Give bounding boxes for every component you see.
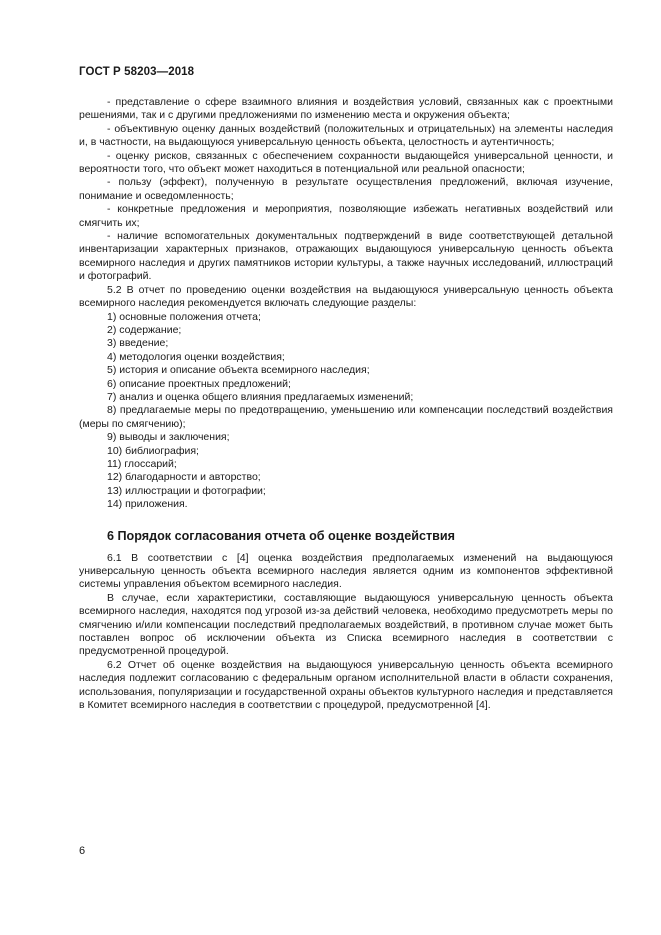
report-sections-list [79,311,613,512]
list-item: 9) выводы и заключения; [107,431,230,444]
list-item: 11) глоссарий; [107,457,177,470]
bullet-item: - оценку рисков, связанных с обеспечением сохранности выдающейся универсальной ценности, и вероятности того, что объект может находиться в потенциальной или реальной опасности; [79,149,613,176]
section-6-heading: 6 Порядок согласования отчета об оценке воздействия [107,528,456,543]
list-item: 4) методология оценки воздействия; [107,350,285,363]
bullet-item: - наличие вспомогательных документальных подтверждений в виде соответствующей детальной инвентаризации характерных признаков, отражающих выдающуюся универсальную ценность объекта всемирного наследия и других памятников истории культуры, а также научных исследований, иллюстраций и фотографий. [79,230,613,283]
page-number: 6 [79,845,86,857]
list-item: 13) иллюстрации и фотографии; [107,484,266,497]
list-item: 1) основные положения отчета; [107,310,261,323]
list-item: 14) приложения. [107,498,188,511]
list-item: 2) содержание; [107,323,182,336]
list-item: 7) анализ и оценка общего влияния предлагаемых изменений; [107,390,414,403]
clause-6-2: 6.2 Отчет об оценке воздействия на выдающуюся универсальную ценность объекта всемирного наследия подлежит согласованию с федеральным органом исполнительной власти в области сохранения, использования, популяризации и государственной охраны объектов культурного наследия и представляется в Комитет всемирного наследия в соответствии с процедурой, предусмотренной [4]. [79,658,613,712]
list-item: 12) благодарности и авторство; [107,471,261,484]
bullet-item: - представление о сфере взаимного влияния и воздействия условий, связанных как с проектными решениями, так и с другими предложениями по изменению места и окружения объекта; [79,96,613,122]
list-item: 5) история и описание объекта всемирного наследия; [107,364,370,377]
list-item: 3) введение; [107,337,169,350]
paragraph: В случае, если характеристики, составляющие выдающуюся универсальную ценность объекта всемирного наследия, находятся под угрозой из-за действий человека, необходимо предусмотреть меры по смягчению и/или компенсации последствий предполагаемых воздействий, в противном случае может быть поставлен вопрос об исключении объекта из Списка всемирного наследия в соответствии с предусмотренной процедурой. [79,591,613,658]
page-content [79,96,613,712]
list-item: 6) описание проектных предложений; [107,377,291,390]
bullet-item: - объективную оценку данных воздействий (положительных и отрицательных) на элементы наследия и, в частности, на выдающуюся универсальную ценность объекта, целостность и аутентичность; [79,122,613,149]
bullet-item: - конкретные предложения и мероприятия, позволяющие избежать негативных воздействий или смягчить их; [79,203,613,229]
standard-header: ГОСТ Р 58203—2018 [79,66,195,78]
clause-5-2: 5.2 В отчет по проведению оценки воздействия на выдающуюся универсальную ценность объекта всемирного наследия рекомендуется включать следующие разделы: [79,283,613,310]
list-item: 8) предлагаемые меры по предотвращению, уменьшению или компенсации последствий воздействия (меры по смягчению); [79,404,613,430]
bullet-item: - пользу (эффект), полученную в результате осуществления предложений, включая изучение, понимание и осведомленность; [79,176,613,202]
clause-6-1: 6.1 В соответствии с [4] оценка воздействия предполагаемых изменений на выдающуюся универсальную ценность объекта всемирного наследия является одним из компонентов эффективной системы управления объектом всемирного наследия. [79,551,613,591]
list-item: 10) библиография; [107,444,199,457]
